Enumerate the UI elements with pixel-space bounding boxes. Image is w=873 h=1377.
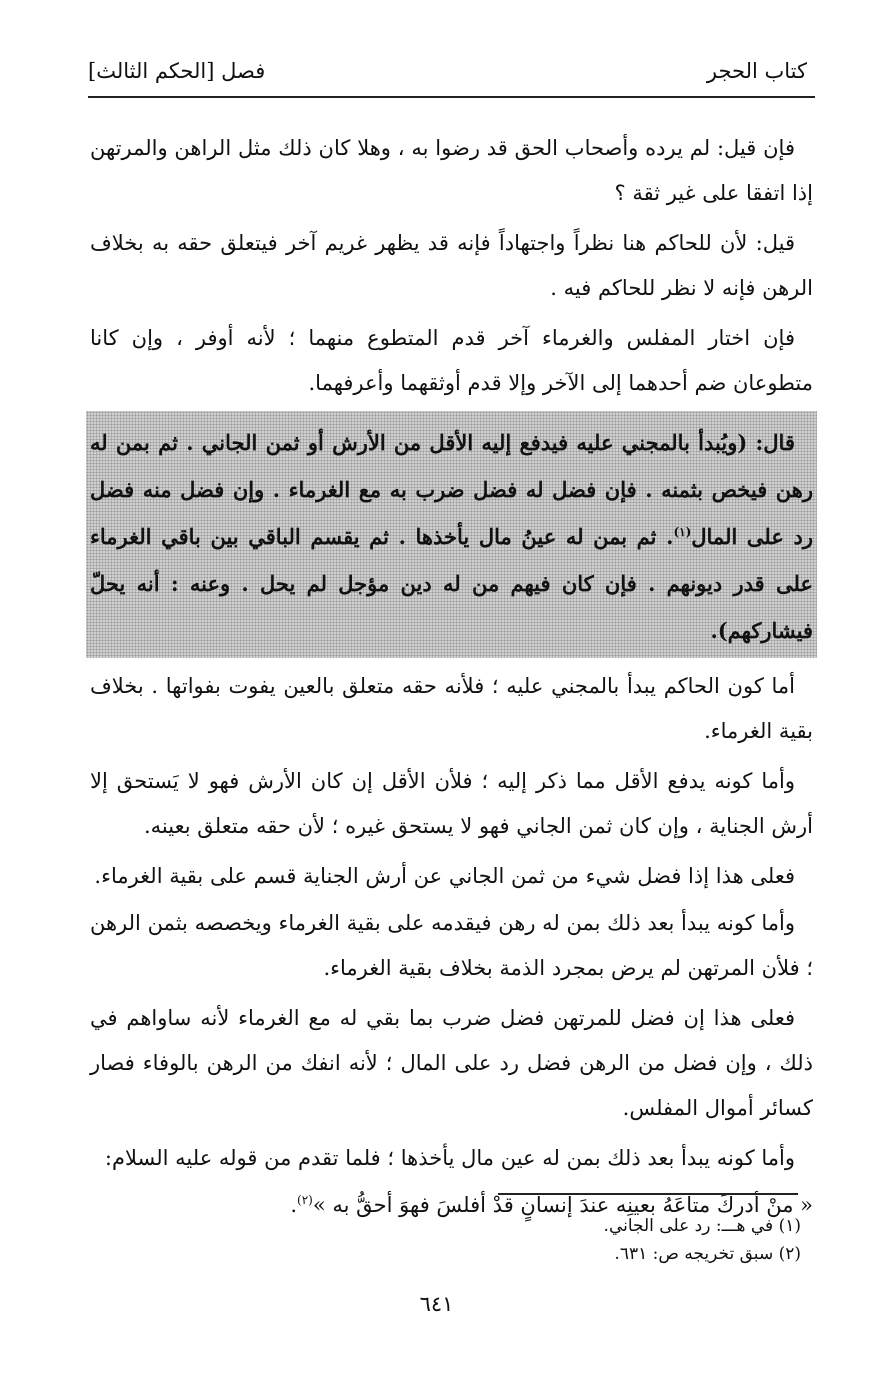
main-text [90, 126, 813, 1233]
hadith-text: « منْ أدركَ متاعَهُ بعينِه عندَ إنسانٍ قدْ أفلسَ فهوَ أحقُّ به » [312, 1193, 813, 1217]
paragraph: وأما كونه يبدأ بعد ذلك بمن له عين مال يأخذها ؛ فلما تقدم من قوله عليه السلام: [104, 1146, 795, 1170]
hadith-end: . [290, 1193, 298, 1217]
paragraph: فإن اختار المفلس والغرماء آخر قدم المتطوع منهما ؛ لأنه أوفر ، وإن كانا متطوعان ضم أحدهما إلى الآخر وإلا قدم أوثقهما وأعرفهما. [90, 326, 813, 395]
page-number: ٦٤١ [419, 1292, 454, 1316]
footnote-ref-1[interactable]: (١) [673, 525, 692, 539]
paragraph: فعلى هذا إذا فضل شيء من ثمن الجاني عن أرش الجناية قسم على بقية الغرماء. [94, 864, 795, 888]
paragraph: وأما كونه يدفع الأقل مما ذكر إليه ؛ فلأن الأقل إن كان الأرش فهو لا يَستحق إلا أرش الجناية ، وإن كان ثمن الجاني فهو لا يستحق غيره ؛ لأن حقه متعلق بعينه. [90, 769, 813, 838]
paragraph: وأما كونه يبدأ بعد ذلك بمن له رهن فيقدمه على بقية الغرماء ويخصصه بثمن الرهن ؛ فلأن المرتهن لم يرض بمجرد الذمة بخلاف بقية الغرماء. [90, 911, 813, 980]
footnote-1: (١) في هـــ: رد على الجاني. [603, 1216, 801, 1236]
header-rule [88, 96, 815, 98]
paragraph: قيل: لأن للحاكم هنا نظراً واجتهاداً فإنه قد يظهر غريم آخر فيتعلق حقه به بخلاف الرهن فإنه لا نظر للحاكم فيه . [90, 231, 813, 300]
highlighted-matn [86, 411, 817, 658]
section-title: فصل [الحكم الثالث] [88, 59, 266, 83]
paragraph: فإن قيل: لم يرده وأصحاب الحق قد رضوا به ، وهلا كان ذلك مثل الراهن والمرتهن إذا اتفقا على غير ثقة ؟ [90, 136, 813, 205]
matn-text: . ثم بمن له عينُ مال يأخذها . ثم يقسم الباقي بين باقي الغرماء على قدر ديونهم . فإن كان فيهم من له دين مؤجل لم يحل . وعنه : أنه يحلّ فيشاركهم). [90, 524, 813, 643]
footnotes [90, 1212, 801, 1268]
footnote-2: (٢) سبق تخريجه ص: ٦٣١. [614, 1244, 801, 1264]
footnote-ref-2[interactable]: (٢) [297, 1193, 313, 1207]
paragraph: فعلى هذا إن فضل للمرتهن فضل ضرب بما بقي له مع الغرماء لأنه ساواهم في ذلك ، وإن فضل من الرهن فضل رد على المال ؛ لأنه انفك من الرهن بالوفاء فصار كسائر أموال المفلس. [90, 1006, 813, 1120]
matn-text: قال: (ويُبدأ بالمجني عليه فيدفع إليه الأقل من الأرش أو ثمن الجاني . ثم بمن له رهن فيخص بثمنه . فإن فضل له فضل ضرب به مع الغرماء . وإن فضل منه فضل رد على المال [90, 430, 813, 549]
running-header [88, 50, 815, 98]
footnote-separator [498, 1193, 798, 1195]
paragraph: أما كون الحاكم يبدأ بالمجني عليه ؛ فلأنه حقه متعلق بالعين يفوت بفواتها . بخلاف بقية الغرماء. [90, 674, 813, 743]
book-title: كتاب الحجر [706, 59, 807, 83]
